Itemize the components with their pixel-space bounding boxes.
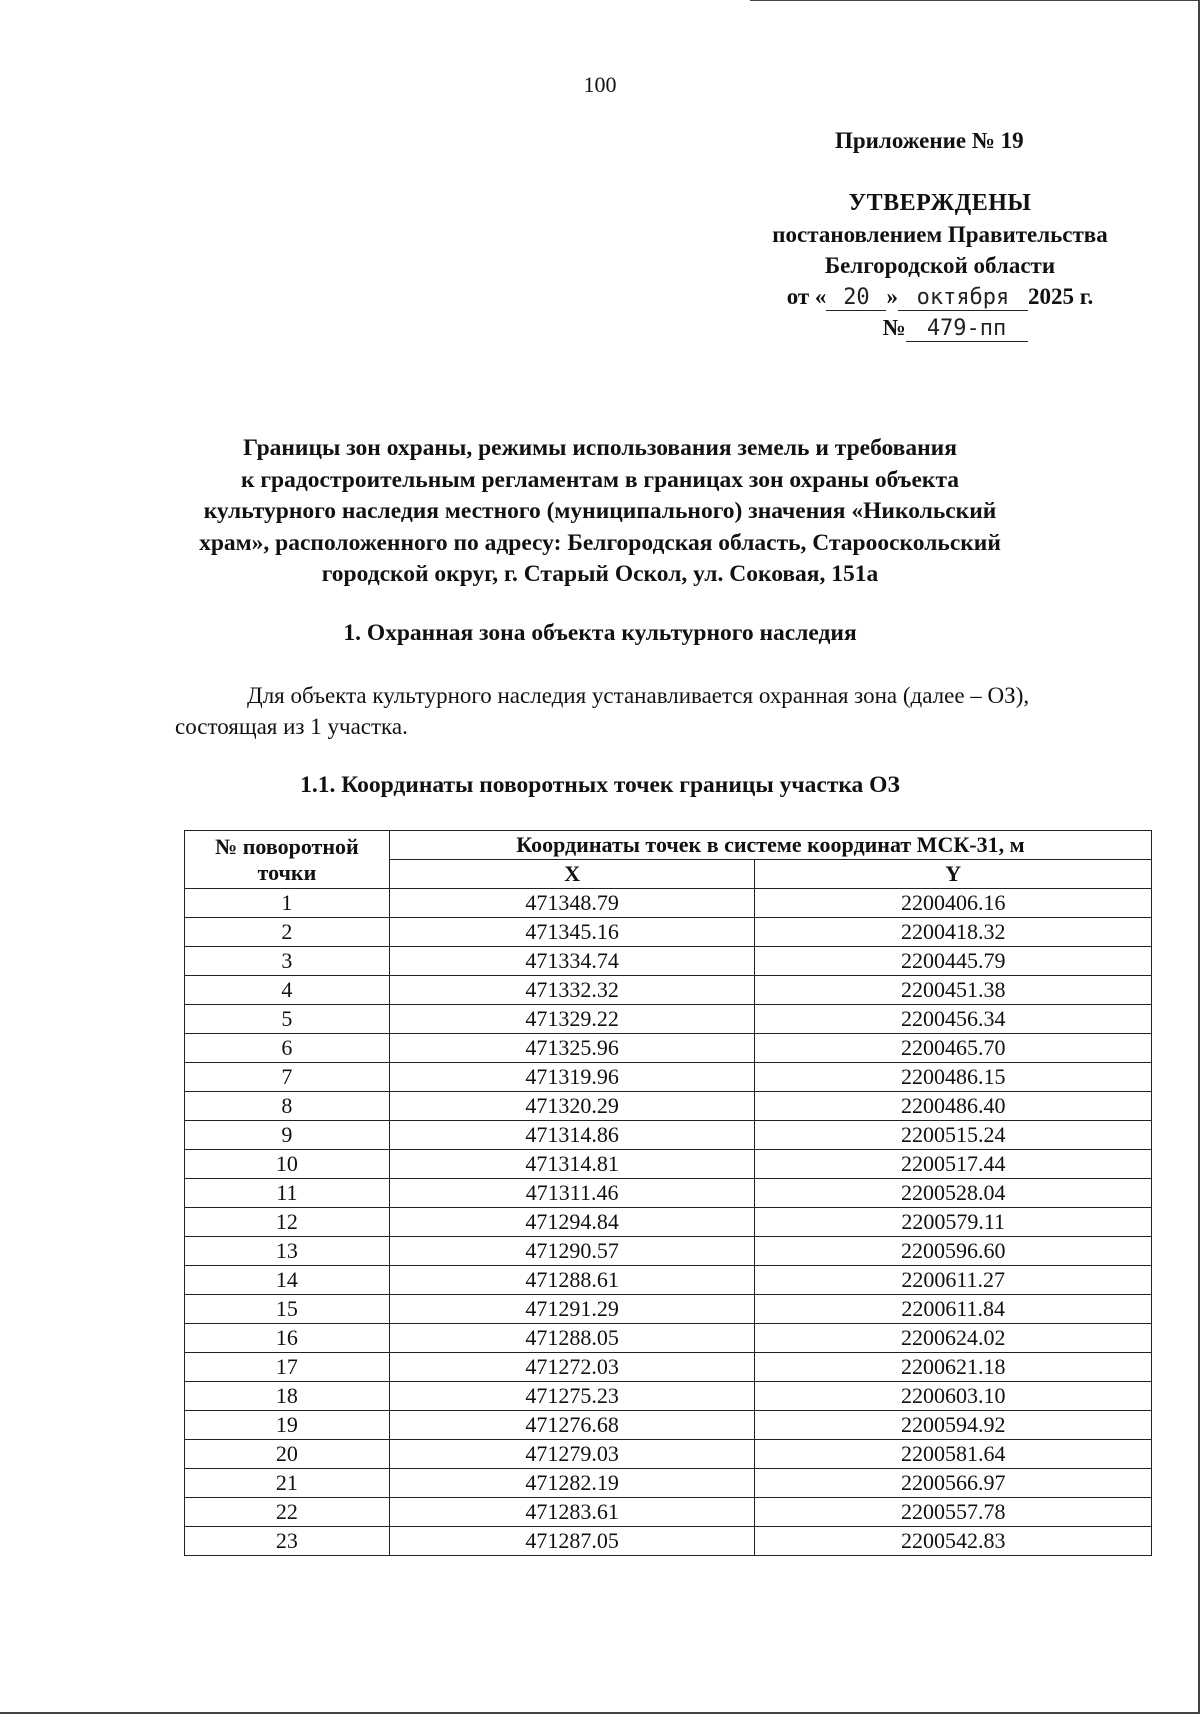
header-coordinates: Координаты точек в системе координат МСК-31, м	[389, 831, 1151, 860]
appendix-label: Приложение № 19	[835, 128, 1024, 153]
paragraph-line: Для объекта культурного наследия устанавливается охранная зона (далее – ОЗ),	[247, 683, 1030, 708]
y-coordinate-cell: 2200611.27	[755, 1266, 1152, 1295]
table-row	[185, 1063, 1152, 1092]
date-year: 2025 г.	[1027, 284, 1094, 309]
y-coordinate-cell: 2200603.10	[755, 1382, 1152, 1411]
y-coordinate-cell: 2200515.24	[755, 1121, 1152, 1150]
date-mid: »	[886, 284, 898, 309]
x-coordinate-cell: 471290.57	[389, 1237, 755, 1266]
table-row	[185, 889, 1152, 918]
point-number-cell: 5	[185, 1005, 390, 1034]
document-title	[100, 433, 1100, 591]
title-line: Границы зон охраны, режимы использования земель и требования	[243, 435, 957, 461]
approval-heading: УТВЕРЖДЕНЫ	[848, 190, 1032, 216]
x-coordinate-cell: 471325.96	[389, 1034, 755, 1063]
table-body	[185, 889, 1152, 1556]
title-line: храм», расположенного по адресу: Белгородская область, Старооскольский	[199, 529, 1001, 556]
y-coordinate-cell: 2200557.78	[755, 1498, 1152, 1527]
y-coordinate-cell: 2200611.84	[755, 1295, 1152, 1324]
point-number-cell: 1	[185, 889, 390, 918]
point-number-cell: 10	[185, 1150, 390, 1179]
table-row	[185, 1121, 1152, 1150]
x-coordinate-cell: 471287.05	[389, 1527, 755, 1556]
table-row	[185, 1179, 1152, 1208]
y-coordinate-cell: 2200579.11	[755, 1208, 1152, 1237]
y-coordinate-cell: 2200594.92	[755, 1411, 1152, 1440]
point-number-cell: 19	[185, 1411, 390, 1440]
y-coordinate-cell: 2200621.18	[755, 1353, 1152, 1382]
x-coordinate-cell: 471334.74	[389, 947, 755, 976]
x-coordinate-cell: 471291.29	[389, 1295, 755, 1324]
number-label: №	[882, 315, 906, 340]
point-number-cell: 22	[185, 1498, 390, 1527]
y-coordinate-cell: 2200486.15	[755, 1063, 1152, 1092]
table-row	[185, 1237, 1152, 1266]
subsection-title: 1.1. Координаты поворотных точек границы участка ОЗ	[300, 772, 900, 798]
y-coordinate-cell: 2200418.32	[755, 918, 1152, 947]
table-row	[185, 1469, 1152, 1498]
table-row	[185, 1527, 1152, 1556]
y-coordinate-cell: 2200486.40	[755, 1092, 1152, 1121]
y-coordinate-cell: 2200566.97	[755, 1469, 1152, 1498]
table-row	[185, 1440, 1152, 1469]
x-coordinate-cell: 471288.61	[389, 1266, 755, 1295]
table-header-row	[185, 831, 1152, 860]
x-coordinate-cell: 471320.29	[389, 1092, 755, 1121]
date-day: 20	[826, 286, 886, 311]
point-number-cell: 21	[185, 1469, 390, 1498]
document-number: 479-пп	[906, 317, 1028, 342]
point-number-cell: 23	[185, 1527, 390, 1556]
table-row	[185, 1498, 1152, 1527]
point-number-cell: 2	[185, 918, 390, 947]
table-row	[185, 1324, 1152, 1353]
paragraph-line: состоящая из 1 участка.	[175, 714, 408, 739]
table-row	[185, 976, 1152, 1005]
x-coordinate-cell: 471294.84	[389, 1208, 755, 1237]
point-number-cell: 17	[185, 1353, 390, 1382]
x-coordinate-cell: 471311.46	[389, 1179, 755, 1208]
header-point-number: № поворотной точки	[185, 831, 390, 889]
approval-line-1: постановлением Правительства	[772, 222, 1108, 247]
x-coordinate-cell: 471345.16	[389, 918, 755, 947]
x-coordinate-cell: 471283.61	[389, 1498, 755, 1527]
approval-block	[740, 188, 1140, 343]
y-coordinate-cell: 2200517.44	[755, 1150, 1152, 1179]
date-month: октября	[898, 286, 1028, 311]
point-number-cell: 3	[185, 947, 390, 976]
table-row	[185, 1411, 1152, 1440]
header-y: Y	[755, 860, 1152, 889]
intro-paragraph	[175, 680, 1145, 742]
x-coordinate-cell: 471276.68	[389, 1411, 755, 1440]
x-coordinate-cell: 471319.96	[389, 1063, 755, 1092]
y-coordinate-cell: 2200542.83	[755, 1527, 1152, 1556]
y-coordinate-cell: 2200445.79	[755, 947, 1152, 976]
approval-date-line	[740, 281, 1140, 312]
table-row	[185, 1208, 1152, 1237]
point-number-cell: 15	[185, 1295, 390, 1324]
table-row	[185, 1266, 1152, 1295]
x-coordinate-cell: 471282.19	[389, 1469, 755, 1498]
x-coordinate-cell: 471275.23	[389, 1382, 755, 1411]
y-coordinate-cell: 2200581.64	[755, 1440, 1152, 1469]
point-number-cell: 7	[185, 1063, 390, 1092]
point-number-cell: 11	[185, 1179, 390, 1208]
table-row	[185, 1353, 1152, 1382]
x-coordinate-cell: 471288.05	[389, 1324, 755, 1353]
page-number: 100	[583, 72, 617, 97]
y-coordinate-cell: 2200456.34	[755, 1005, 1152, 1034]
table-row	[185, 1382, 1152, 1411]
y-coordinate-cell: 2200465.70	[755, 1034, 1152, 1063]
x-coordinate-cell: 471348.79	[389, 889, 755, 918]
title-line: к градостроительным регламентам в границах зон охраны объекта	[240, 466, 960, 493]
point-number-cell: 4	[185, 976, 390, 1005]
point-number-cell: 20	[185, 1440, 390, 1469]
coordinates-table	[184, 830, 1152, 1556]
table-row	[185, 918, 1152, 947]
x-coordinate-cell: 471314.86	[389, 1121, 755, 1150]
approval-number-line	[740, 312, 1140, 343]
x-coordinate-cell: 471314.81	[389, 1150, 755, 1179]
table-row	[185, 1034, 1152, 1063]
point-number-cell: 18	[185, 1382, 390, 1411]
y-coordinate-cell: 2200451.38	[755, 976, 1152, 1005]
point-number-cell: 16	[185, 1324, 390, 1353]
point-number-cell: 8	[185, 1092, 390, 1121]
approval-line-2: Белгородской области	[824, 253, 1056, 278]
y-coordinate-cell: 2200624.02	[755, 1324, 1152, 1353]
table-row	[185, 1150, 1152, 1179]
title-line: культурного наследия местного (муниципального) значения «Никольский	[203, 498, 997, 524]
point-number-cell: 9	[185, 1121, 390, 1150]
table-row	[185, 1295, 1152, 1324]
table-row	[185, 1092, 1152, 1121]
y-coordinate-cell: 2200528.04	[755, 1179, 1152, 1208]
point-number-cell: 6	[185, 1034, 390, 1063]
date-prefix: от «	[786, 284, 827, 309]
x-coordinate-cell: 471279.03	[389, 1440, 755, 1469]
point-number-cell: 14	[185, 1266, 390, 1295]
table-row	[185, 1005, 1152, 1034]
table-row	[185, 947, 1152, 976]
y-coordinate-cell: 2200406.16	[755, 889, 1152, 918]
y-coordinate-cell: 2200596.60	[755, 1237, 1152, 1266]
x-coordinate-cell: 471272.03	[389, 1353, 755, 1382]
section-title: 1. Охранная зона объекта культурного наследия	[343, 620, 857, 646]
point-number-cell: 13	[185, 1237, 390, 1266]
title-line: городской округ, г. Старый Оскол, ул. Соковая, 151а	[321, 561, 879, 587]
x-coordinate-cell: 471332.32	[389, 976, 755, 1005]
page-border-top	[750, 0, 1200, 1]
x-coordinate-cell: 471329.22	[389, 1005, 755, 1034]
point-number-cell: 12	[185, 1208, 390, 1237]
header-x: X	[389, 860, 755, 889]
